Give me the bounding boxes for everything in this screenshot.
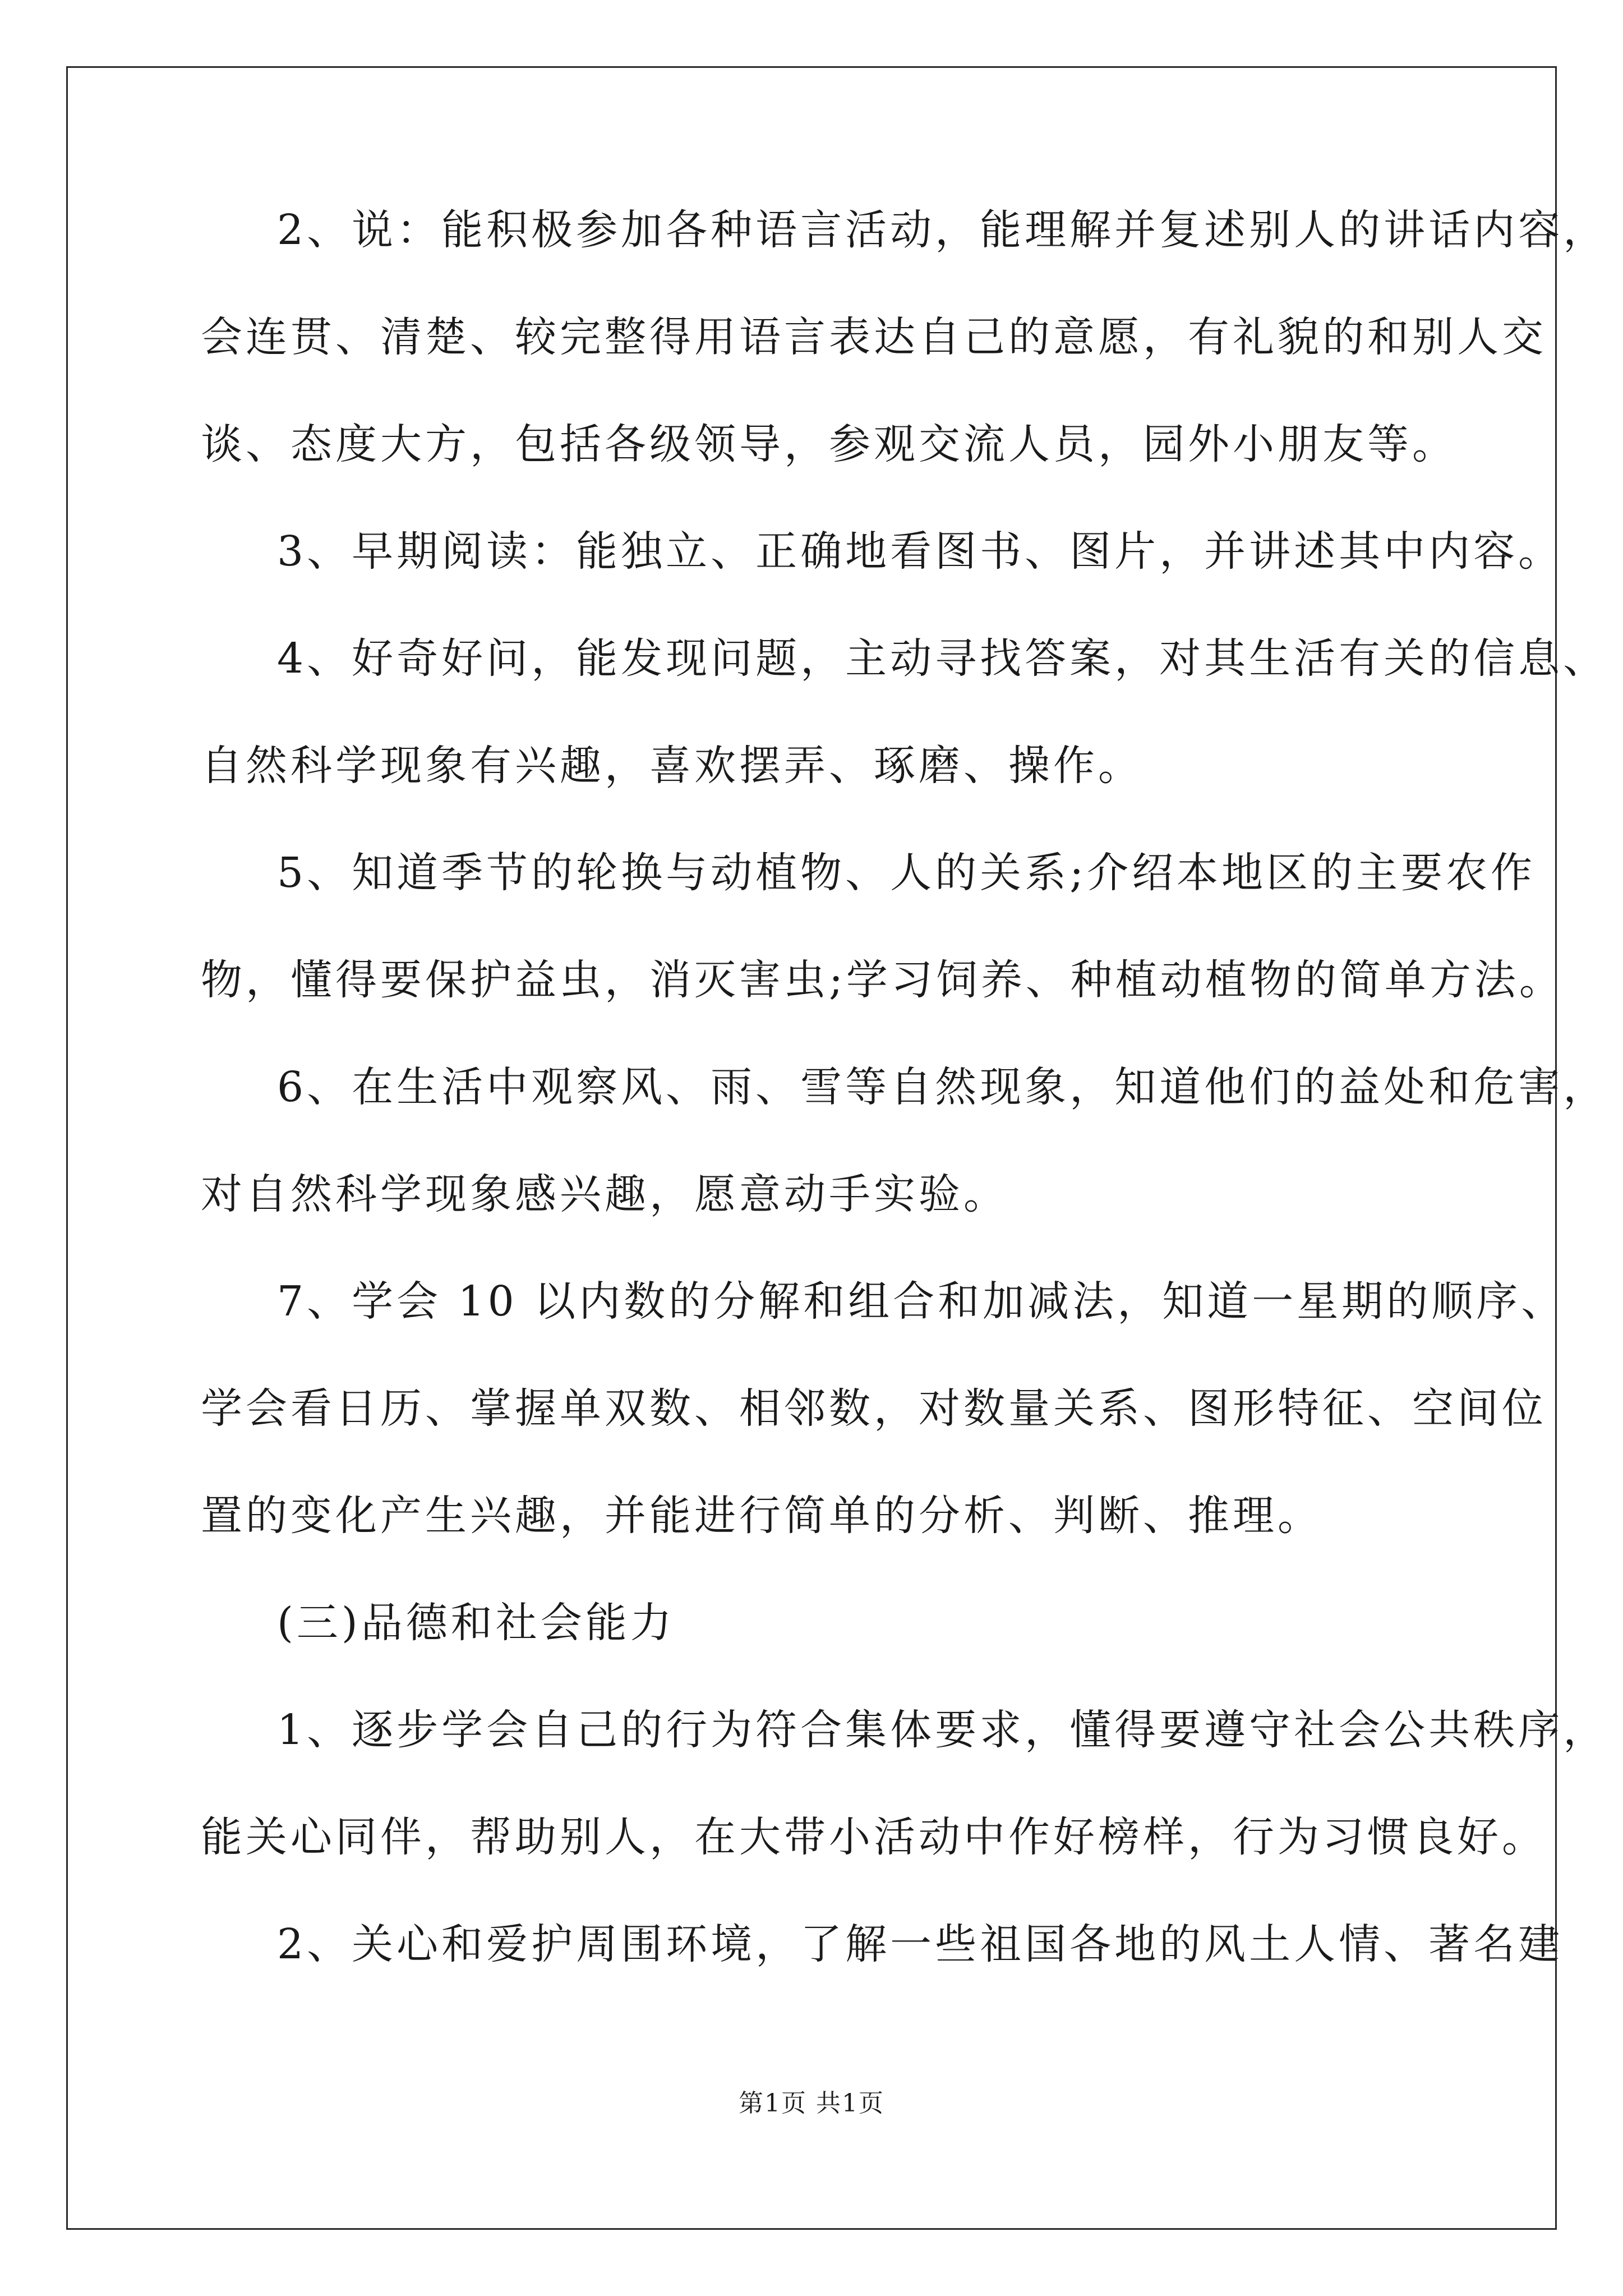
text-line: 1、逐步学会自己的行为符合集体要求，懂得要遵守社会公共秩序， bbox=[277, 1706, 1608, 1754]
text-line: 对自然科学现象感兴趣，愿意动手实验。 bbox=[201, 1170, 1008, 1218]
text-line: 6、在生活中观察风、雨、雪等自然现象，知道他们的益处和危害， bbox=[277, 1063, 1608, 1111]
text-line: 学会看日历、掌握单双数、相邻数，对数量关系、图形特征、空间位 bbox=[201, 1384, 1547, 1433]
text-line: 能关心同伴，帮助别人，在大带小活动中作好榜样，行为习惯良好。 bbox=[201, 1813, 1547, 1861]
page-number-footer: 第1页 共1页 bbox=[739, 2089, 884, 2118]
text-line: 7、学会 10 以内数的分解和组合和加减法，知道一星期的顺序、 bbox=[277, 1277, 1566, 1326]
section-heading: (三)品德和社会能力 bbox=[277, 1599, 675, 1647]
text-line: 4、好奇好问，能发现问题，主动寻找答案，对其生活有关的信息、 bbox=[277, 634, 1608, 683]
text-line: 会连贯、清楚、较完整得用语言表达自己的意愿，有礼貌的和别人交 bbox=[201, 313, 1547, 361]
text-line: 3、早期阅读：能独立、正确地看图书、图片，并讲述其中内容。 bbox=[277, 527, 1564, 576]
text-line: 置的变化产生兴趣，并能进行简单的分析、判断、推理。 bbox=[201, 1492, 1322, 1540]
text-line: 2、关心和爱护周围环境，了解一些祖国各地的风土人情、著名建 bbox=[277, 1920, 1564, 1968]
text-line: 2、说：能积极参加各种语言活动，能理解并复述别人的讲话内容， bbox=[277, 206, 1608, 254]
text-line: 谈、态度大方，包括各级领导，参观交流人员，园外小朋友等。 bbox=[201, 420, 1457, 468]
text-line: 自然科学现象有兴趣，喜欢摆弄、琢磨、操作。 bbox=[201, 742, 1143, 790]
text-line: 5、知道季节的轮换与动植物、人的关系;介绍本地区的主要农作 bbox=[277, 849, 1536, 897]
text-line: 物，懂得要保护益虫，消灭害虫;学习饲养、种植动植物的简单方法。 bbox=[201, 956, 1564, 1004]
